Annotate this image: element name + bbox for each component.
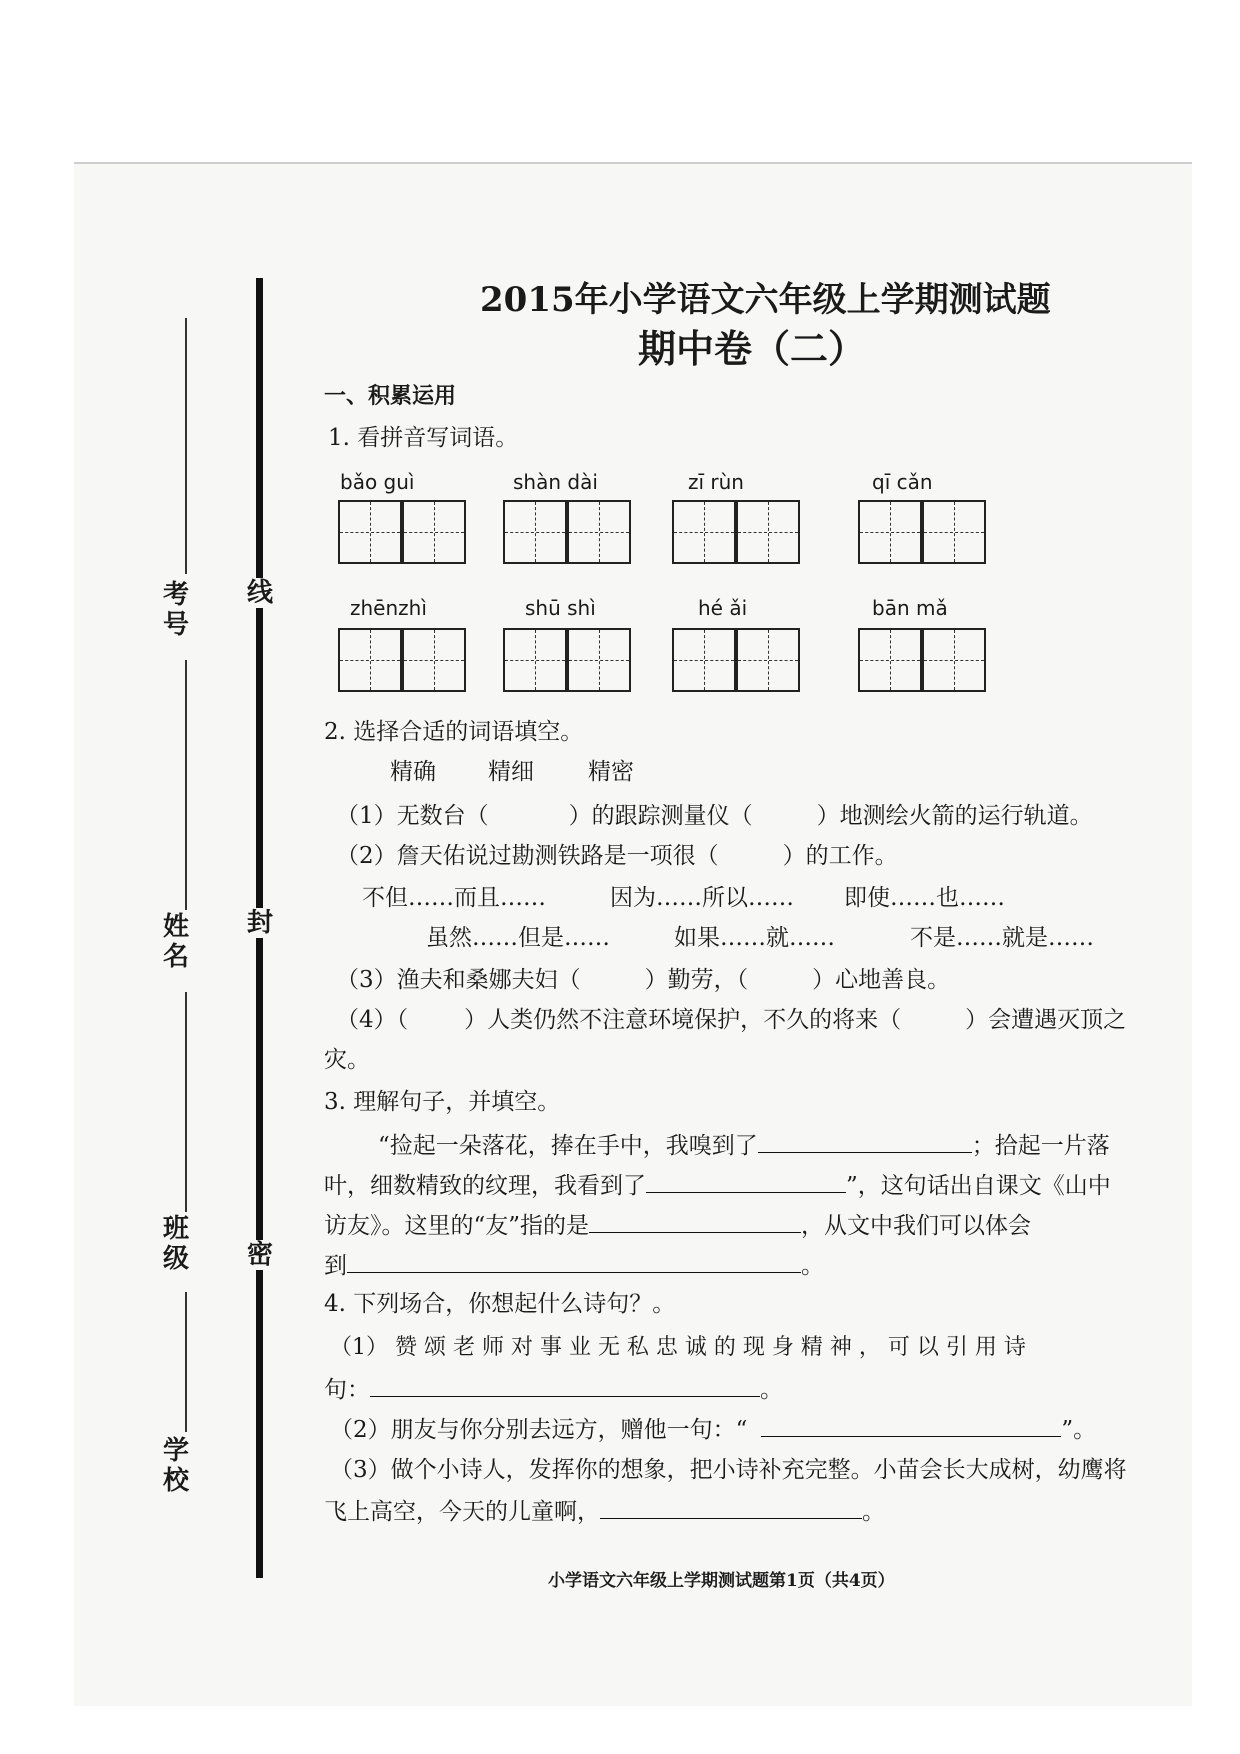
q1-writing-box[interactable] (736, 628, 800, 692)
q1-pinyin: zhēnzhì (350, 596, 427, 620)
side-line-xingming (185, 660, 187, 910)
q1-pinyin: shū shì (525, 596, 596, 620)
q1-writing-box[interactable] (922, 500, 986, 564)
q1-pinyin: qī cǎn (872, 470, 933, 494)
q2-sentence-4-end: 灾。 (324, 1047, 370, 1073)
q3-stem: 3. 理解句子，并填空。 (324, 1089, 561, 1115)
q1-writing-box[interactable] (858, 628, 922, 692)
q1-pinyin: zī rùn (688, 470, 744, 494)
label-xuexiao: 学校 (162, 1436, 189, 1496)
answer-blank[interactable] (600, 1494, 862, 1519)
label-kaohao: 考号 (162, 580, 189, 640)
q4-sentence-2: （2）朋友与你分别去远方，赠他一句：“ ”。 (330, 1412, 1096, 1446)
answer-blank[interactable] (646, 1168, 846, 1193)
q1-pinyin: shàn dài (513, 470, 598, 494)
q1-writing-box[interactable] (672, 500, 736, 564)
q3-line-3: 访友》。这里的“友”指的是 ，从文中我们可以体会 (324, 1208, 1031, 1242)
label-banji: 班级 (162, 1214, 189, 1274)
q1-writing-box[interactable] (567, 500, 631, 564)
q2-stem: 2. 选择合适的词语填空。 (324, 719, 584, 745)
q4-sentence-1-end: 句： 。 (324, 1372, 783, 1406)
q1-writing-box[interactable] (922, 628, 986, 692)
q2-option: 精细 (488, 759, 534, 785)
seal-xian: 线 (244, 578, 276, 608)
q2-sentence-3: （3）渔夫和桑娜夫妇（ ）勤劳，（ ）心地善良。 (336, 967, 951, 993)
q2-option: 虽然……但是…… (426, 925, 610, 951)
answer-blank[interactable] (370, 1372, 760, 1397)
q2-option: 即使……也…… (844, 885, 1005, 911)
side-line-banji (185, 992, 187, 1212)
q4-sentence-3-end: 飞上高空，今天的儿童啊， 。 (324, 1494, 885, 1528)
q1-writing-box[interactable] (402, 628, 466, 692)
seal-feng: 封 (244, 908, 276, 938)
answer-blank[interactable] (761, 1412, 1061, 1437)
q2-sentence-4: （4）（ ）人类仍然不注意环境保护，不久的将来（ ）会遭遇灭顶之 (336, 1007, 1127, 1033)
section-heading: 一、积累运用 (324, 383, 457, 409)
q2-option: 精密 (588, 759, 634, 785)
page-title: 2015年小学语文六年级上学期测试题 (480, 280, 1051, 320)
q1-pinyin: hé ǎi (698, 596, 748, 620)
q1-writing-box[interactable] (858, 500, 922, 564)
side-line-xuexiao (185, 1292, 187, 1432)
q4-sentence-3: （3）做个小诗人，发挥你的想象，把小诗补充完整。小苗会长大成树，幼鹰将 (330, 1457, 1127, 1483)
q2-sentence-2: （2）詹天佑说过勘测铁路是一项很（ ）的工作。 (336, 843, 898, 869)
q2-option: 不但……而且…… (362, 885, 546, 911)
q1-writing-box[interactable] (736, 500, 800, 564)
page-subtitle: 期中卷（二） (638, 326, 867, 371)
side-line-kaohao (185, 318, 187, 574)
q1-pinyin: bān mǎ (872, 596, 948, 620)
q4-sentence-1: （1） 赞 颂 老 师 对 事 业 无 私 忠 诚 的 现 身 精 神 ， 可 以 引 用 诗 (330, 1335, 1026, 1360)
seal-mi: 密 (244, 1240, 276, 1270)
q2-option: 精确 (390, 759, 436, 785)
q2-option: 不是……就是…… (910, 925, 1094, 951)
q1-writing-box[interactable] (338, 628, 402, 692)
q1-stem: 1. 看拼音写词语。 (328, 425, 519, 451)
q3-line-2: 叶，细数精致的纹理，我看到了 ”，这句话出自课文《山中 (324, 1168, 1111, 1202)
q1-pinyin: bǎo guì (340, 470, 415, 494)
q3-line-4: 到 。 (324, 1248, 824, 1282)
answer-blank[interactable] (589, 1208, 801, 1233)
page-footer: 小学语文六年级上学期测试题第1页（共4页） (548, 1571, 895, 1591)
answer-blank[interactable] (347, 1248, 801, 1273)
q1-writing-box[interactable] (503, 500, 567, 564)
label-xingming: 姓名 (162, 912, 189, 972)
q1-writing-box[interactable] (672, 628, 736, 692)
q2-sentence-1: （1）无数台（ ）的跟踪测量仪（ ）地测绘火箭的运行轨道。 (336, 803, 1093, 829)
q1-writing-box[interactable] (503, 628, 567, 692)
answer-blank[interactable] (758, 1128, 972, 1153)
q1-writing-box[interactable] (338, 500, 402, 564)
q2-option: 因为……所以…… (610, 885, 794, 911)
q1-writing-box[interactable] (567, 628, 631, 692)
q4-stem: 4. 下列场合，你想起什么诗句？。 (324, 1291, 676, 1317)
q3-line-1: “捡起一朵落花，捧在手中，我嗅到了 ；拾起一片落 (378, 1128, 1110, 1162)
q2-option: 如果……就…… (674, 925, 835, 951)
q1-writing-box[interactable] (402, 500, 466, 564)
